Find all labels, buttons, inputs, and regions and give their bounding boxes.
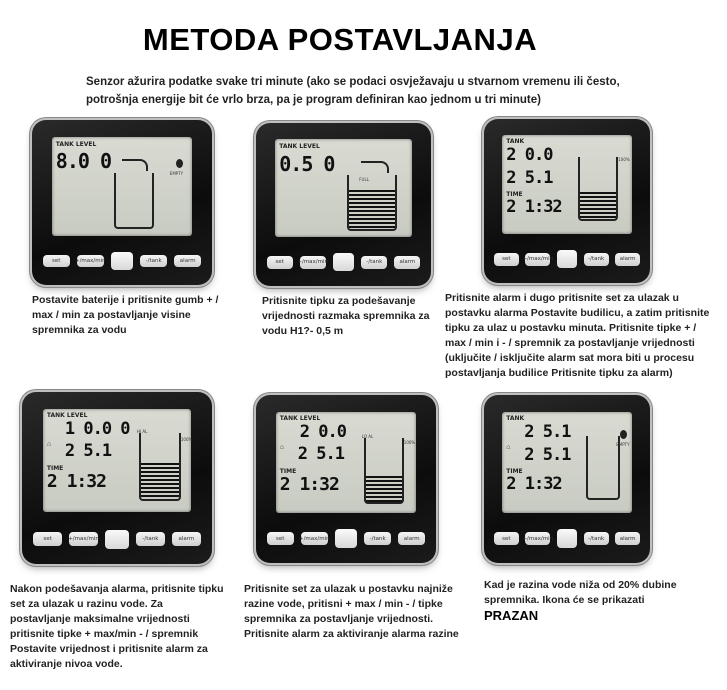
- tank-graphic: [364, 438, 404, 504]
- light-button[interactable]: [335, 529, 357, 547]
- lcd-time-value: 2 1:32: [46, 471, 106, 493]
- lcd-screen: [275, 139, 412, 237]
- tank-button[interactable]: -/tank: [136, 532, 164, 545]
- house-icon: ⌂: [279, 443, 285, 451]
- tank-button[interactable]: -/tank: [364, 532, 391, 545]
- lcd-main-value: 2 0.0: [299, 421, 346, 442]
- light-button[interactable]: [557, 529, 577, 547]
- caption-step-2: Pritisnite tipku za podešavanje vrijednosti razmaka spremnika za vodu H1?- 0,5 m: [262, 295, 430, 337]
- caption-step-4: Nakon podešavanja alarma, pritisnite tipku set za ulazak u razinu vode. Za postavljanje maksimalne vrijednosti pritisnite tipke + max/min - / spremnik Postavite vrijednost i pritisnite alarm za aktiviranje nivoa vode.: [10, 583, 224, 670]
- lcd-main-value: 1 0.0 0: [64, 419, 130, 440]
- house-icon: ⌂: [46, 441, 52, 449]
- caption-step-6: [484, 578, 684, 625]
- pct-100-label: 100%: [403, 439, 416, 445]
- lcd-temp-value: 2 5.1: [297, 443, 344, 464]
- caption-step-1: Postavite baterije i pritisnite gumb + / max / min za postavljanje visine spremnika za vodu: [32, 294, 219, 336]
- empty-label: EMPTY: [616, 441, 630, 447]
- lcd-main-value: 2 5.1: [524, 421, 571, 442]
- device-4: [22, 392, 212, 564]
- lcd-time-value: 2 1:32: [506, 473, 562, 494]
- device-3: [484, 119, 650, 283]
- water-fill: [580, 192, 616, 220]
- set-button[interactable]: set: [494, 532, 519, 545]
- alarm-button[interactable]: alarm: [172, 532, 200, 545]
- full-label: FULL: [359, 177, 369, 183]
- max-min-button[interactable]: +/max/min: [77, 255, 104, 268]
- tank-label: TANK: [506, 138, 525, 146]
- tank-button[interactable]: -/tank: [140, 255, 167, 268]
- lcd-main-value: 0.5 0: [279, 152, 335, 177]
- house-icon: ⌂: [506, 443, 511, 451]
- button-row: [494, 529, 640, 547]
- lcd-temp-value: 2 5.1: [524, 444, 571, 465]
- max-min-button[interactable]: +/max/min: [525, 253, 550, 266]
- light-button[interactable]: [105, 530, 128, 549]
- tank-level-label: TANK LEVEL: [279, 143, 320, 151]
- tank-graphic: [139, 433, 181, 501]
- device-1: [32, 120, 212, 285]
- tank-graphic: [586, 436, 620, 500]
- water-fill: [366, 476, 402, 502]
- time-label: TIME: [46, 465, 64, 473]
- pct-100-label: 100%: [180, 437, 193, 443]
- set-button[interactable]: set: [33, 532, 61, 545]
- set-button[interactable]: set: [267, 532, 294, 545]
- device-5: [256, 395, 436, 563]
- max-min-button[interactable]: +/max/min: [301, 532, 328, 545]
- button-row: [267, 529, 425, 547]
- tank-level-label: TANK LEVEL: [46, 412, 88, 420]
- time-label: TIME: [506, 467, 523, 475]
- caption-step-5: Pritisnite set za ulazak u postavku najniže razine vode, pritisni + max / min - / tipke spremnika za postavljanje vrijednosti. Pritisnite alarm za aktiviranje alarma razine: [244, 583, 459, 640]
- time-label: TIME: [279, 467, 297, 475]
- tank-graphic: [347, 175, 397, 231]
- lcd-temp-value: 2 5.1: [64, 441, 112, 462]
- alarm-button[interactable]: alarm: [394, 256, 420, 269]
- tank-level-label: TANK LEVEL: [279, 414, 321, 422]
- device-6: [484, 395, 650, 563]
- water-fill: [141, 463, 179, 499]
- lcd-time-value: 2 1:32: [506, 197, 562, 218]
- lcd-screen: [502, 412, 631, 513]
- alarm-button[interactable]: alarm: [398, 532, 425, 545]
- hi-al-label: HI AL: [136, 429, 148, 435]
- tank-button[interactable]: -/tank: [584, 253, 609, 266]
- lcd-screen: [52, 137, 192, 236]
- button-row: [43, 252, 201, 270]
- max-min-button[interactable]: +/max/min: [300, 256, 326, 269]
- caption-step-6-emphasis: PRAZAN: [484, 608, 539, 623]
- water-drop-icon: [620, 430, 627, 439]
- pipe-graphic: [122, 159, 148, 171]
- empty-label: EMPTY: [169, 170, 184, 176]
- tank-graphic: [114, 173, 154, 229]
- alarm-button[interactable]: alarm: [174, 255, 201, 268]
- button-row: [33, 530, 200, 549]
- alarm-button[interactable]: alarm: [615, 253, 640, 266]
- alarm-button[interactable]: alarm: [615, 532, 640, 545]
- lo-al-label: LO AL: [361, 433, 374, 439]
- intro-text: Senzor ažurira podatke svake tri minute (ako se podaci osvježavaju u stvarnom vremenu ili često, potrošnja energije bit će vrlo brza, pa je program definiran kao jednom u tri minute): [86, 76, 620, 106]
- tank-button[interactable]: -/tank: [584, 532, 609, 545]
- light-button[interactable]: [111, 252, 133, 270]
- device-2: [256, 123, 431, 286]
- caption-step-3: Pritisnite alarm i dugo pritisnite set za ulazak u postavku alarma Postavite budilicu, a zatim pritisnite tipku za ulaz u postavku minuta. Pritisnite tipke + / max / min i - / spremnik za postavljanje vrijednosti (uključite / isključite alarm sat mora biti u procesu postavljanja budilice Pritisnite tipku za alarm): [445, 292, 710, 379]
- lcd-time-value: 2 1:32: [279, 473, 339, 495]
- water-fill: [349, 190, 395, 229]
- lcd-temp-value: 2 5.1: [506, 168, 553, 189]
- tank-level-label: TANK LEVEL: [55, 140, 97, 148]
- tank-button[interactable]: -/tank: [361, 256, 387, 269]
- pipe-graphic: [361, 161, 389, 173]
- button-row: [494, 250, 640, 268]
- lcd-screen: [43, 409, 191, 512]
- button-row: [267, 253, 421, 271]
- lcd-screen: [502, 135, 631, 233]
- lcd-screen: [276, 412, 416, 513]
- max-min-button[interactable]: +/max/min: [525, 532, 550, 545]
- lcd-main-value: 2 0.0: [506, 145, 553, 166]
- light-button[interactable]: [333, 253, 355, 271]
- tank-label: TANK: [506, 414, 525, 422]
- pct-100-label: 100%: [618, 157, 630, 163]
- caption-step-6-text: Kad je razina vode niža od 20% dubine spremnika. Ikona će se prikazati: [484, 579, 677, 606]
- water-drop-icon: [176, 159, 183, 168]
- max-min-button[interactable]: +/max/min: [69, 532, 97, 545]
- set-button[interactable]: set: [494, 253, 519, 266]
- light-button[interactable]: [557, 250, 577, 268]
- lcd-main-value: 8.0 0: [55, 148, 112, 173]
- set-button[interactable]: set: [267, 256, 293, 269]
- tank-graphic: [578, 157, 618, 221]
- set-button[interactable]: set: [43, 255, 70, 268]
- time-label: TIME: [506, 191, 523, 199]
- page-title: METODA POSTAVLJANJA: [142, 22, 538, 57]
